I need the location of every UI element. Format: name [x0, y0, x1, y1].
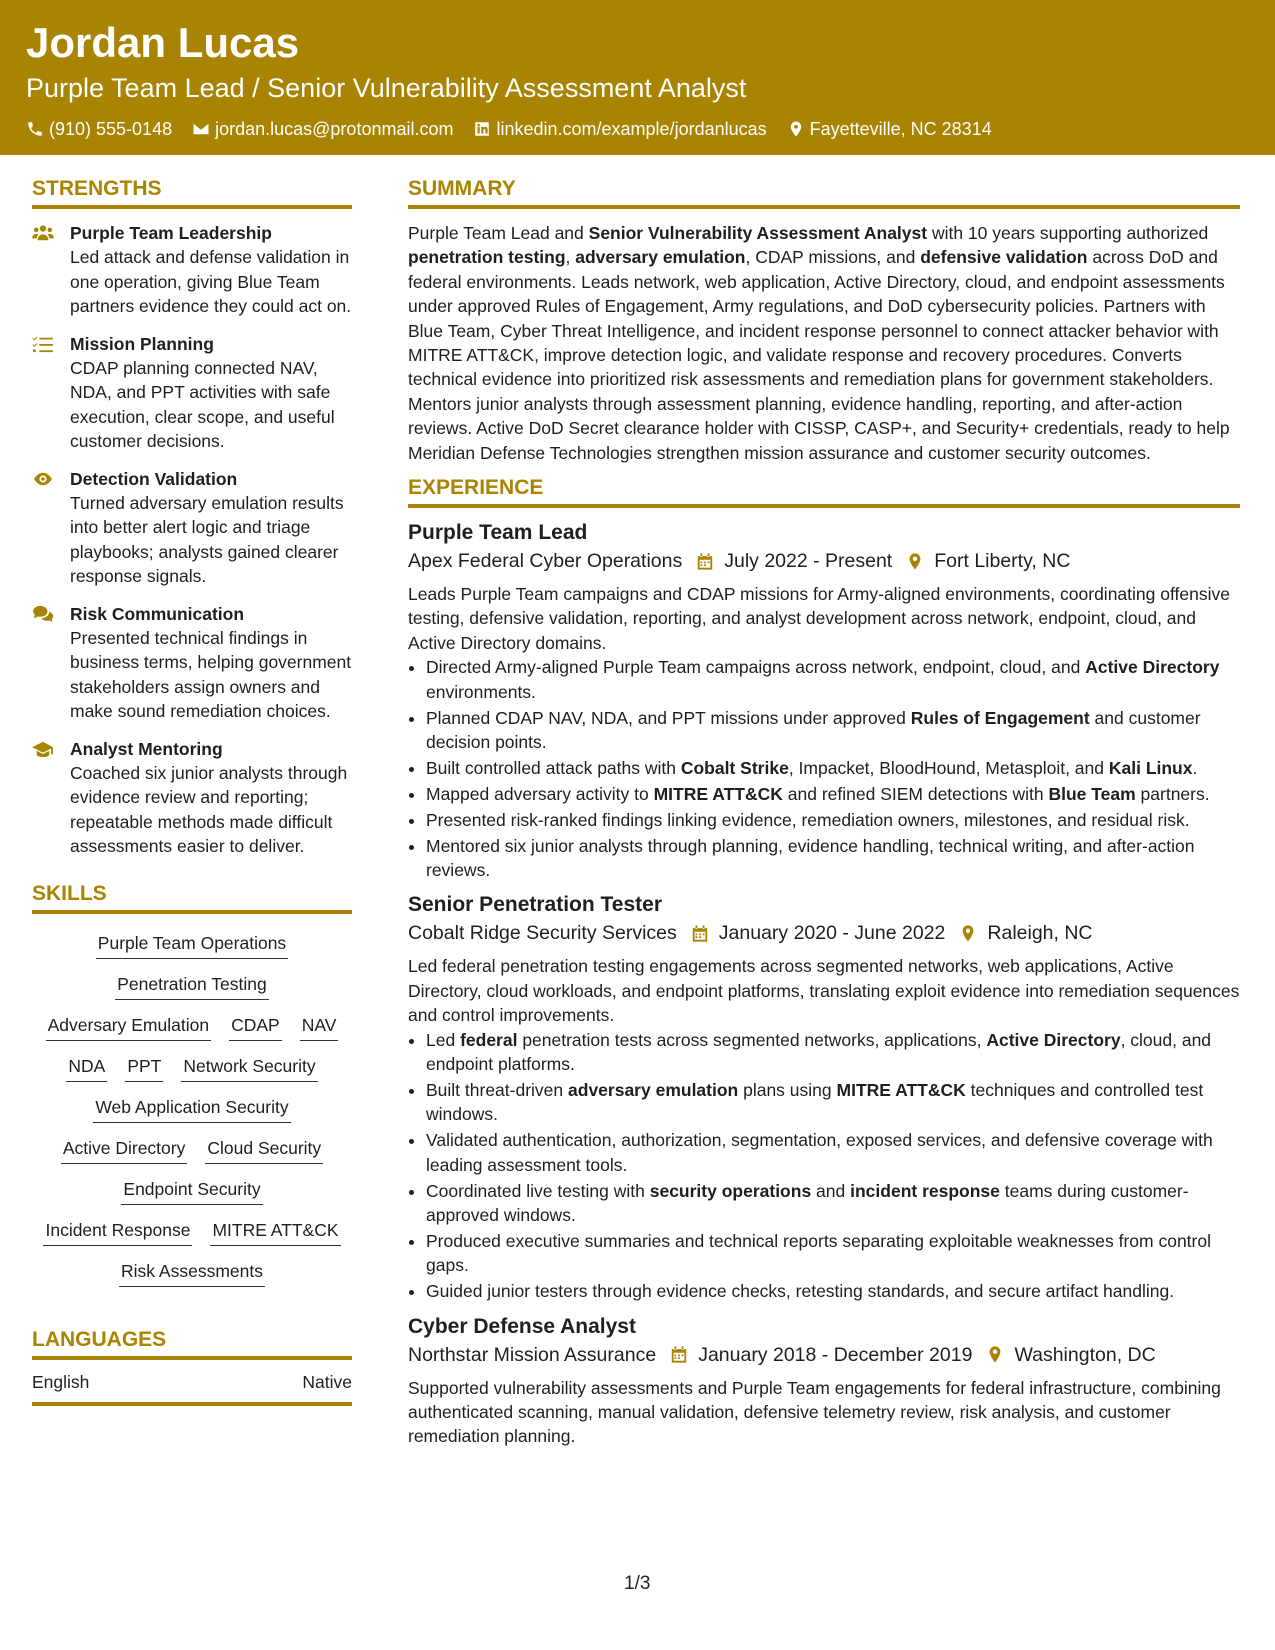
job-meta — [408, 546, 1240, 576]
strength-title: Purple Team Leadership — [70, 223, 272, 243]
candidate-name: Jordan Lucas — [26, 19, 300, 66]
skills-heading: SKILLS — [32, 881, 352, 914]
skill-tag: NDA — [66, 1055, 107, 1082]
bullet-item: • Directed Army-aligned Purple Team campaigns across network, endpoint, cloud, and Active Directory environments. — [426, 655, 1240, 704]
bullet-item: • Built threat-driven adversary emulation plans using MITRE ATT&CK techniques and controlled test windows. — [426, 1078, 1240, 1127]
calendar-icon — [696, 552, 714, 571]
eye-icon — [32, 470, 54, 488]
resume-header — [0, 0, 1275, 155]
job-dates: January 2018 - December 2019 — [698, 1343, 973, 1366]
strength-title: Detection Validation — [70, 468, 238, 489]
location-text: Fayetteville, NC 28314 — [809, 119, 992, 139]
bullet-item: • Mentored six junior analysts through planning, evidence handling, technical writing, and after-action reviews. — [426, 834, 1240, 883]
summary-heading: SUMMARY — [408, 176, 1240, 209]
checklist-icon — [32, 335, 54, 353]
job-bullets — [408, 655, 1240, 882]
linkedin-text: linkedin.com/example/jordanlucas — [496, 119, 767, 139]
strength-item — [32, 602, 352, 724]
bullet-item: • Coordinated live testing with security operations and incident response teams during customer-approved windows. — [426, 1179, 1240, 1228]
language-level: Native — [302, 1371, 352, 1392]
strengths-heading: STRENGTHS — [32, 176, 352, 209]
job-dates: January 2020 - June 2022 — [718, 922, 946, 945]
strength-description: Turned adversary emulation results into better alert logic and triage playbooks; analysts gained clearer response signals. — [70, 492, 344, 586]
contact-location — [787, 118, 992, 140]
job-description: Supported vulnerability assessments and Purple Team engagements for federal infrastructure, combining authenticated scanning, manual validation, defensive telemetry review, risk analysis, and customer remediation planning. — [408, 1377, 1221, 1447]
strength-title: Risk Communication — [70, 603, 245, 624]
bullet-item: • Planned CDAP NAV, NDA, and PPT missions under approved Rules of Engagement and customer decision points. — [426, 706, 1240, 755]
strength-description: Coached six junior analysts through evidence review and reporting; repeatable methods made difficult assessments easier to deliver. — [70, 762, 348, 856]
skill-tag: Risk Assessments — [119, 1260, 265, 1287]
bullet-item: • Produced executive summaries and technical reports separating exploitable weaknesses from control gaps. — [426, 1229, 1240, 1278]
calendar-icon — [691, 924, 709, 943]
skill-tag: MITRE ATT&CK — [210, 1219, 340, 1246]
experience-heading: EXPERIENCE — [408, 475, 1240, 508]
bullet-item: • Led federal penetration tests across segmented networks, applications, Active Directory, cloud, and endpoint platforms. — [426, 1028, 1240, 1077]
skill-tag: Endpoint Security — [121, 1178, 262, 1205]
company-name: Cobalt Ridge Security Services — [408, 922, 677, 945]
job-entry — [408, 1314, 1240, 1449]
strength-title: Analyst Mentoring — [70, 738, 223, 759]
job-location: Fort Liberty, NC — [934, 550, 1071, 573]
email-text: jordan.lucas@protonmail.com — [215, 119, 454, 139]
strength-item — [32, 467, 352, 589]
bullet-item: • Validated authentication, authorization, segmentation, exposed services, and defensive coverage with leading assessment tools. — [426, 1128, 1240, 1177]
skill-tag: PPT — [125, 1055, 163, 1082]
job-location: Raleigh, NC — [987, 922, 1093, 945]
job-title: Purple Team Lead — [408, 521, 588, 545]
page-indicator: 1/3 — [624, 1573, 651, 1594]
skill-tag: Incident Response — [43, 1219, 192, 1246]
job-entry — [408, 520, 1240, 882]
job-location: Washington, DC — [1014, 1343, 1156, 1366]
job-title: Senior Penetration Tester — [408, 893, 663, 917]
job-title: Cyber Defense Analyst — [408, 1314, 636, 1338]
bullet-item: • Guided junior testers through evidence checks, retesting standards, and secure artifact handling. — [426, 1279, 1240, 1303]
comments-icon — [32, 605, 54, 623]
contact-email[interactable] — [192, 118, 453, 140]
company-name: Apex Federal Cyber Operations — [408, 550, 683, 573]
strength-item — [32, 332, 352, 454]
right-column — [408, 176, 1240, 1459]
calendar-icon — [670, 1345, 688, 1364]
skills-list — [32, 930, 352, 1287]
contact-phone[interactable] — [26, 118, 172, 140]
job-meta — [408, 918, 1240, 948]
job-meta — [408, 1340, 1240, 1370]
graduation-cap-icon — [32, 740, 54, 758]
envelope-icon — [192, 120, 210, 138]
skill-tag: Adversary Emulation — [46, 1014, 211, 1041]
languages-heading: LANGUAGES — [32, 1327, 352, 1360]
linkedin-icon — [473, 120, 491, 138]
phone-text: (910) 555-0148 — [49, 119, 173, 139]
skill-tag: Cloud Security — [205, 1137, 323, 1164]
strength-description: Led attack and defense validation in one operation, giving Blue Team partners evidence they could act on. — [70, 247, 352, 316]
map-pin-icon — [959, 924, 977, 943]
language-name: English — [32, 1371, 90, 1392]
skill-tag: Active Directory — [61, 1137, 188, 1164]
language-row — [32, 1364, 352, 1406]
strength-item — [32, 737, 352, 859]
map-pin-icon — [906, 552, 924, 571]
bullet-item: • Presented risk-ranked findings linking evidence, remediation owners, milestones, and residual risk. — [426, 808, 1240, 832]
skill-tag: Network Security — [181, 1055, 317, 1082]
job-entry — [408, 892, 1240, 1303]
strength-description: Presented technical findings in business terms, helping government stakeholders assign owners and make sound remediation choices. — [70, 627, 352, 721]
map-pin-icon — [986, 1345, 1004, 1364]
bullet-item: • Built controlled attack paths with Cobalt Strike, Impacket, BloodHound, Metasploit, and Kali Linux. — [426, 756, 1240, 780]
skill-tag: Purple Team Operations — [96, 932, 288, 959]
summary-text: Purple Team Lead and Senior Vulnerability Assessment Analyst with 10 years supporting authorized penetration testing, adversary emulation, CDAP missions, and defensive validation across DoD and federal environments. Leads network, web application, Active Directory, cloud, and endpoint assessments under approved Rules of Engagement, Army regulations, and DoD cybersecurity policies. Partners with Blue Team, Cyber Threat Intelligence, and incident response personnel to connect attacker behavior with MITRE ATT&CK, improve detection logic, and validate response and recovery procedures. Converts technical evidence into prioritized risk assessments and remediation plans for government stakeholders. Mentors junior analysts through assessment planning, evidence handling, reporting, and after-action reviews. Active DoD Secret clearance holder with CISSP, CASP+, and Security+ credentials, ready to help Meridian Defense Technologies strengthen mission assurance and customer security outcomes. — [408, 223, 1230, 463]
left-column — [32, 176, 352, 1406]
candidate-role: Purple Team Lead / Senior Vulnerability Assessment Analyst — [26, 73, 747, 103]
skill-tag: CDAP — [229, 1014, 282, 1041]
phone-icon — [26, 120, 44, 138]
company-name: Northstar Mission Assurance — [408, 1343, 657, 1366]
strength-description: CDAP planning connected NAV, NDA, and PPT activities with safe execution, clear scope, and useful customer decisions. — [70, 357, 335, 451]
skill-tag: Web Application Security — [93, 1096, 290, 1123]
job-description: Led federal penetration testing engagements across segmented networks, web applications, Active Directory, cloud workloads, and endpoint platforms, translating exploit evidence into remediation sequences and control improvements. — [408, 956, 1240, 1026]
job-dates: July 2022 - Present — [724, 550, 893, 573]
map-pin-icon — [787, 120, 805, 138]
strength-title: Mission Planning — [70, 333, 214, 354]
skill-tag: NAV — [300, 1014, 339, 1041]
skill-tag: Penetration Testing — [115, 973, 269, 1000]
users-icon — [32, 224, 54, 242]
contact-linkedin[interactable] — [473, 118, 766, 140]
job-description: Leads Purple Team campaigns and CDAP missions for Army-aligned environments, coordinating offensive testing, defensive validation, reporting, and analyst development across network, endpoint, cloud, and Active Directory domains. — [408, 584, 1230, 653]
contact-bar — [26, 118, 992, 140]
bullet-item: • Mapped adversary activity to MITRE ATT&CK and refined SIEM detections with Blue Team partners. — [426, 782, 1240, 806]
strength-item — [32, 221, 352, 319]
job-bullets — [408, 1028, 1240, 1304]
